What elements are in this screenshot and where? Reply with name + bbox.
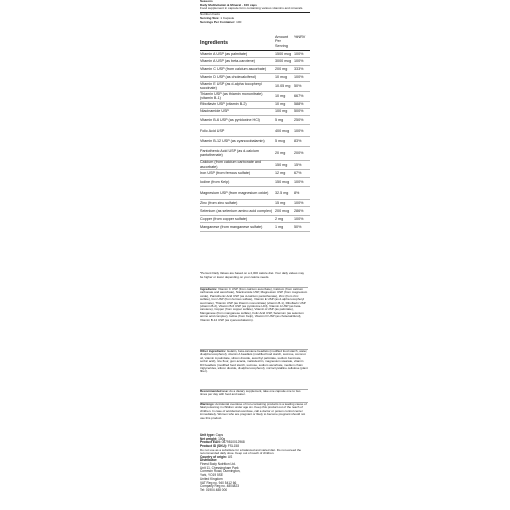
ingredients-section (200, 287, 308, 322)
nutrient-amount: 15 mg (275, 201, 286, 206)
table-row (200, 161, 310, 170)
unit-type-value: Caps (215, 433, 224, 437)
nutrient-nrv: 83% (294, 139, 302, 144)
nutrient-name: Vitamin A USP (as beta-carotene) (200, 59, 255, 64)
serving-size-label: Serving Size: (200, 15, 220, 20)
serving-size-value: 1 Capsule (220, 15, 235, 20)
nutrient-nrv: 100% (294, 201, 304, 206)
nutrient-name: Vitamin D USP (as cholecalciferol) (200, 75, 257, 80)
nutrient-amount: 5 mg (275, 117, 284, 122)
table-row (200, 82, 310, 92)
nutrient-nrv: 100% (294, 216, 304, 221)
product-ean-label: Product EAN: (200, 440, 221, 445)
nutrient-name: Zinc (from zinc sulfate) (200, 201, 238, 206)
table-row (200, 109, 310, 116)
origin-label: Country of origin: (200, 454, 227, 459)
nutrient-amount: 3000 mcg (275, 59, 292, 64)
table-row (200, 216, 310, 223)
nutrient-nrv: 100% (294, 75, 304, 80)
nutrient-amount: 5 mcg (275, 139, 286, 144)
nutrient-amount: 200 mcg (275, 208, 290, 213)
product-details (200, 434, 310, 493)
unit-type-label: Unit type: (200, 433, 215, 437)
nutrient-name: Pantothenic Acid USP (as d-calcium pantothenate) (200, 148, 259, 158)
table-row (200, 207, 310, 215)
nutrient-amount: 150 mcg (275, 179, 290, 184)
table-row (200, 51, 310, 58)
brand-label: Seasons (200, 0, 213, 3)
table-row (200, 74, 310, 82)
address-line: York, YO19 5SE (200, 473, 224, 478)
nutrient-name: Niacinamide USP (200, 109, 229, 114)
disclaimer-text: Do not use as a substitute for a balanced and varied diet. Do not exceed the recommended daily dose. Keep out of reach of children. (200, 447, 302, 456)
table-row (200, 187, 310, 201)
nutrient-amount: 10 mg (275, 94, 286, 99)
nutrient-nrv: 286% (294, 208, 304, 213)
recommended-use-heading: Recommended use: (200, 389, 229, 393)
nutrient-name: Vitamin A USP (as palmitate) (200, 51, 248, 56)
nutrient-amount: 100 mg (275, 109, 288, 114)
nutrient-name: Vitamin E USP (as d-alpha tocopheryl succinate) (200, 82, 262, 91)
address-line: Finest Body Nutrition Ltd. (200, 462, 236, 467)
nutrient-amount: 10.05 mg (275, 84, 291, 89)
warnings-heading: Warnings: (200, 402, 215, 406)
other-ingredients-section (200, 349, 308, 374)
nutrient-amount: 12 mg (275, 171, 286, 176)
table-row (200, 125, 310, 137)
nutrient-name: Iodine (from Kelp) (200, 179, 230, 184)
recommended-use-paragraph (200, 390, 308, 397)
nutrient-name: Vitamin C USP (from calcium ascorbate) (200, 67, 267, 72)
table-row (200, 147, 310, 161)
col-ingredients-header: Ingredients (200, 40, 228, 46)
address-line: VAT Reg no. 940 5412 66 (200, 480, 237, 485)
product-header (200, 0, 310, 24)
net-weight-label: Net weight: (200, 436, 218, 441)
nutrition-facts-table (200, 34, 310, 232)
nutrient-nrv: 667% (294, 94, 304, 99)
table-row (200, 178, 310, 187)
nutrient-amount: 1 mg (275, 225, 284, 230)
distributor-label: Distributor: (200, 458, 218, 463)
nutrient-nrv: 50% (294, 225, 302, 230)
servings-label: Servings Per Container: (200, 19, 236, 24)
warnings-paragraph (200, 403, 308, 420)
nutrient-name: Folic Acid USP (200, 128, 225, 133)
nutrient-name: Iron USP (from ferrous sulfate) (200, 171, 251, 176)
nutrient-name: Selenium (as selenium amino acid complex) (200, 208, 273, 213)
nutrient-name: Calcium (from calcium carbonate and ascorbate) (200, 160, 262, 169)
nutrient-amount: 10 mcg (275, 75, 288, 80)
servings-line (200, 21, 310, 25)
recommended-use-text: As a dietary supplement, take one capsule one to two times per day with food and water. (200, 389, 301, 397)
nutrient-name: Thiamin USP (as thiamin mononitrate) (vitamin B-1) (200, 92, 263, 101)
ingredients-heading: Ingredients: (200, 287, 218, 291)
nutrient-nrv: 50% (294, 84, 302, 89)
table-row (200, 200, 310, 207)
nutrient-name: Copper (from copper sulfate) (200, 216, 248, 221)
net-weight-value: 100g (218, 436, 226, 441)
origin-value: US (227, 454, 233, 459)
warnings-text: Accidental overdose of iron-containing products is a leading cause of fatal poisoning in children under age six. Keep this product out of the reach of children. In case of accidental overdose, call a doctor or poison control center immediately. Women who are pregnant or likely to become pregnant should not use this product. (200, 402, 307, 420)
table-row (200, 170, 310, 178)
address-line: Tel: 01904 488 000 (200, 487, 228, 492)
nutrient-amount: 1500 mcg (275, 51, 292, 56)
distributor-address (200, 463, 310, 493)
nutrient-nrv: 8% (294, 191, 300, 196)
other-ingredients-text: Gelatin, beta-carotene beadlets (modified food starch, water, dl-alpha tocopherol), vitamin A beadlets (modified food starch, sucrose, coconut oil, vitamin A palmitate, silicon dioxide, ascorbyl palmitate, sodium benzoate, sorbic acid), rice flour, gum acacia, maltodextrin, magnesium stearate, vitamin D3 beadlets (modified food starch, sucrose, sodium ascorbate, medium chain triglycerides, silicon dioxide, dl-alpha tocopherol), microcrystalline cellulose (plant fiber). (200, 349, 308, 374)
nutrient-name: Riboflavin USP (vitamin B-2) (200, 102, 247, 107)
product-id-label: Product ID (SKU): (200, 444, 227, 449)
product-title: Daily Multivitamin & Mineral - 100 caps (200, 2, 257, 7)
nutrient-nrv: 15% (294, 162, 302, 167)
nutrient-nrv: 250% (294, 117, 304, 122)
nutrition-facts-label: Nutrition Facts (200, 12, 220, 17)
nutrient-name: Manganese (from manganese sulfate) (200, 225, 263, 230)
table-row (200, 223, 310, 232)
table-row (200, 102, 310, 109)
nutrient-nrv: 100% (294, 59, 304, 64)
address-line: Unit 11, Chessingham Park (200, 465, 239, 470)
nutrient-nrv: 100% (294, 128, 304, 133)
nutrient-nrv: 67% (294, 171, 302, 176)
nutrient-name: Vitamin B-12 USP (as cyanocobalamin) (200, 139, 265, 144)
nutrient-amount: 32.5 mg (275, 191, 289, 196)
table-row (200, 92, 310, 101)
nutrient-nrv: 100% (294, 51, 304, 56)
nutrient-nrv: 500% (294, 109, 304, 114)
nutrient-name: Vitamin B-6 USP (as pyridoxine HCl) (200, 117, 260, 122)
table-row (200, 58, 310, 65)
servings-value: 100 (236, 19, 242, 24)
nutrient-nrv: 333% (294, 67, 304, 72)
nutrient-nrv: 588% (294, 102, 304, 107)
warnings-section (200, 402, 308, 420)
product-ean-value: 0879810012968 (221, 440, 245, 445)
nutrient-name: Magnesium USP (from magnesium oxide) (200, 191, 269, 196)
nutrient-amount: 10 mg (275, 102, 286, 107)
other-ingredients-paragraph (200, 350, 308, 374)
table-row (200, 137, 310, 146)
table-row (200, 66, 310, 74)
recommended-use-section (200, 389, 308, 397)
col-nrv-header: %NRV (294, 35, 306, 39)
nutrient-amount: 20 mg (275, 150, 286, 155)
nutrient-nrv: 100% (294, 179, 304, 184)
nutrient-amount: 200 mg (275, 67, 288, 72)
facts-table-body (200, 51, 310, 232)
ingredients-text: Vitamin C USP (from calcium ascorbate), Calcium (from calcium carbonate and ascorbate), Niacinamide USP, Magnesium USP (from magnesium oxide), Pantothenic Acid USP (as d-calcium pantothenate), Zinc (from zinc sulfate), Iron USP (from ferrous sulfate), Vitamin E USP (as d-alpha tocopheryl succinate), Thiamin USP (as thiamin mononitrate) (vitamin B-1), Riboflavin USP (vitamin B-2), Vitamin B-6 USP (as pyridoxine HCl), Vitamin A USP (as beta-carotene), Copper (from copper sulfate), Vitamin A USP (as palmitate), Manganese (from manganese sulfate), Folic Acid USP, Selenium (as selenium amino acid complex), Iodine (from Kelp), Vitamin D USP (as cholecalciferol), Vitamin B-12 USP (as cyanocobalamin). (200, 287, 308, 322)
nutrient-amount: 150 mg (275, 162, 288, 167)
nutrient-amount: 2 mg (275, 216, 284, 221)
daily-value-footnote: *Percent Daily Values are based on a 2,000 calorie diet. Your daily values may be higher or lower depending on your calorie needs. (200, 271, 305, 279)
product-id-value: FSL158 (227, 444, 239, 449)
col-amount-header: Amount Per Serving (275, 35, 289, 48)
other-ingredients-heading: Other ingredients: (200, 349, 227, 353)
address-line: Common Road, Dunnington, (200, 469, 241, 474)
address-line: United Kingdom (200, 476, 223, 481)
table-row (200, 116, 310, 126)
facts-table-header (200, 35, 310, 51)
nutrient-nrv: 200% (294, 150, 304, 155)
nutrient-amount: 400 mcg (275, 128, 290, 133)
ingredients-paragraph (200, 288, 308, 322)
address-line: Company Reg no. 4804823 (200, 484, 239, 489)
product-description: Food supplement in capsule form containing various vitamins and minerals. (200, 6, 304, 11)
